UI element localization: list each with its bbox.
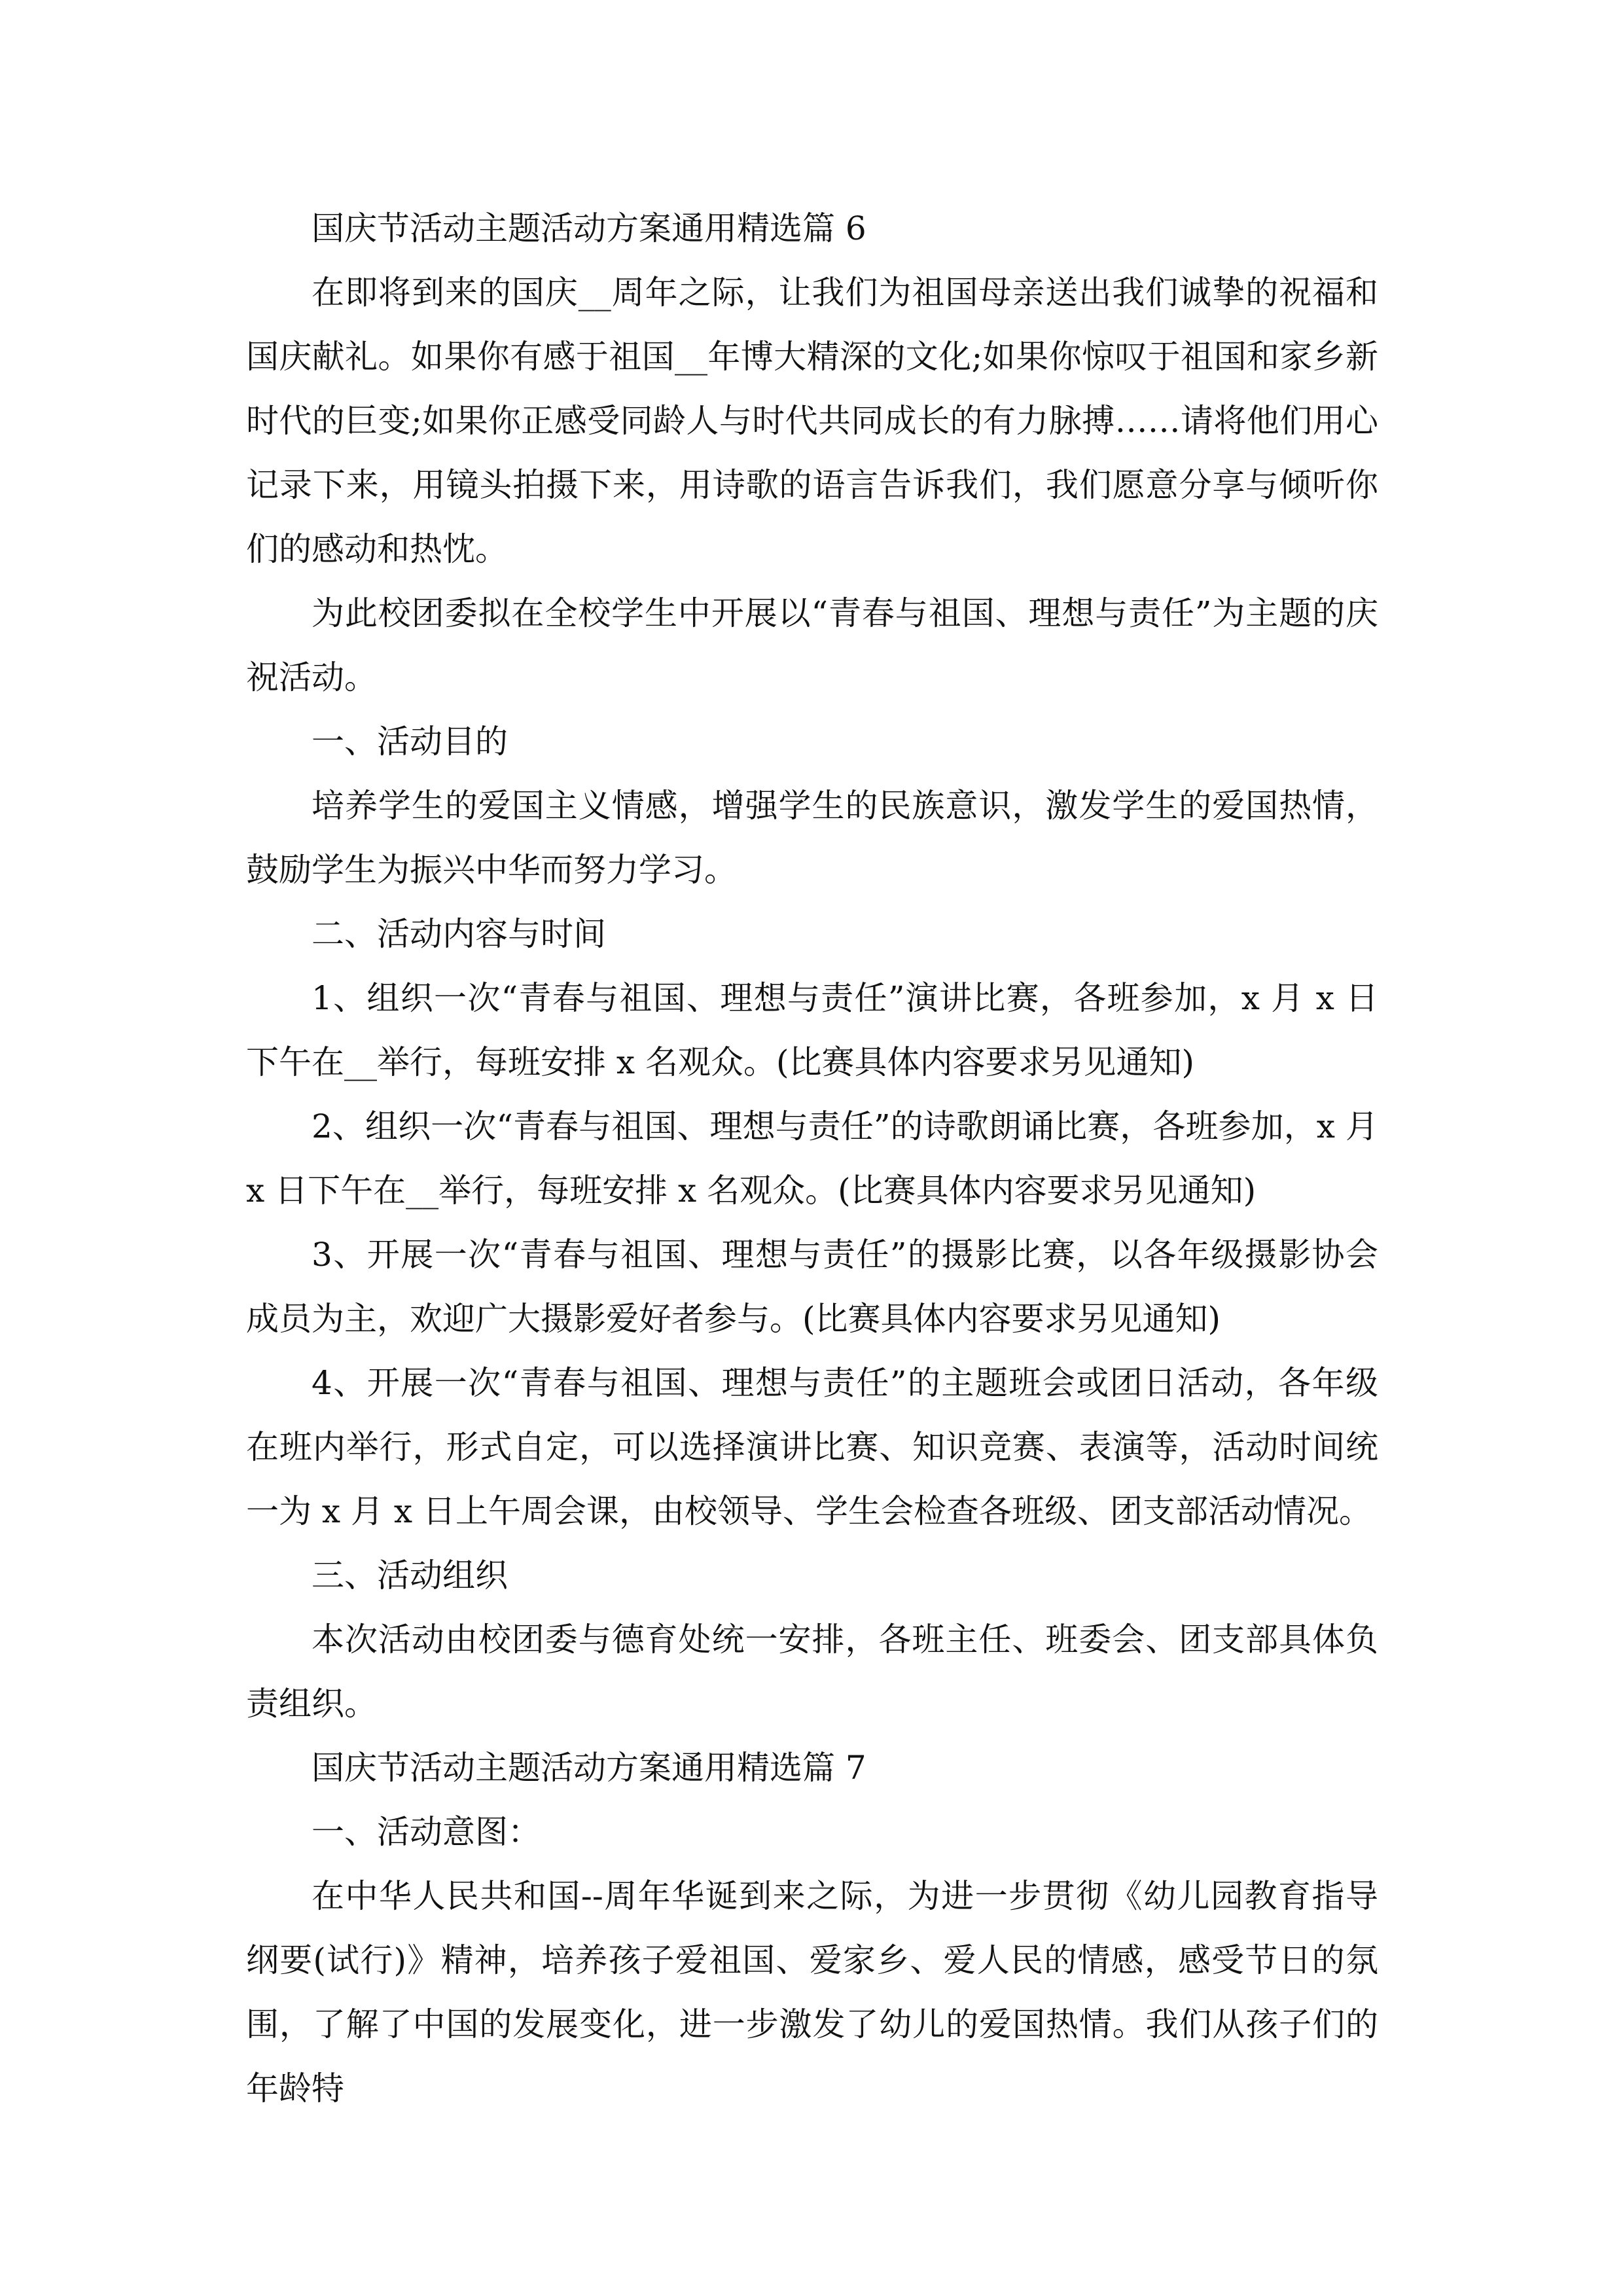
- intro-paragraph: 在即将到来的国庆__周年之际，让我们为祖国母亲送出我们诚挚的祝福和国庆献礼。如果你有感于祖国__年博大精深的文化;如果你惊叹于祖国和家乡新时代的巨变;如果你正感受同龄人与时代共同成长的有力脉搏……请将他们用心记录下来，用镜头拍摄下来，用诗歌的语言告诉我们，我们愿意分享与倾听你们的感动和热忱。: [246, 274, 1378, 568]
- organization-paragraph: 本次活动由校团委与德育处统一安排，各班主任、班委会、团支部具体负责组织。: [246, 1621, 1378, 1723]
- heading-content-time: 二、活动内容与时间: [312, 915, 606, 953]
- purpose-paragraph: 为此校团委拟在全校学生中开展以“青春与祖国、理想与责任”为主题的庆祝活动。: [246, 594, 1378, 696]
- section-title-7: 国庆节活动主题活动方案通用精选篇 7: [312, 1749, 866, 1787]
- list-item-1: 1、组织一次“青春与祖国、理想与责任”演讲比赛，各班参加，x 月 x 日下午在__举行，每班安排 x 名观众。(比赛具体内容要求另见通知): [246, 979, 1378, 1081]
- section-title-6: 国庆节活动主题活动方案通用精选篇 6: [312, 209, 866, 247]
- list-item-2: 2、组织一次“青春与祖国、理想与责任”的诗歌朗诵比赛，各班参加，x 月 x 日下午在__举行，每班安排 x 名观众。(比赛具体内容要求另见通知): [246, 1107, 1378, 1210]
- goal-paragraph: 培养学生的爱国主义情感，增强学生的民族意识，激发学生的爱国热情，鼓励学生为振兴中华而努力学习。: [246, 787, 1378, 889]
- heading-organization: 三、活动组织: [312, 1556, 508, 1594]
- document-body: [246, 196, 1378, 2121]
- intent-paragraph: 在中华人民共和国--周年华诞到来之际，为进一步贯彻《幼儿园教育指导纲要(试行)》精神，培养孩子爱祖国、爱家乡、爱人民的情感，感受节日的氛围，了解了中国的发展变化，进一步激发了幼儿的爱国热情。我们从孩子们的年龄特: [246, 1877, 1378, 2108]
- heading-activity-intent: 一、活动意图：: [312, 1813, 541, 1851]
- list-item-4: 4、开展一次“青春与祖国、理想与责任”的主题班会或团日活动，各年级在班内举行，形式自定，可以选择演讲比赛、知识竞赛、表演等，活动时间统一为 x 月 x 日上午周会课，由校领导、学生会检查各班级、团支部活动情况。: [246, 1364, 1378, 1530]
- list-item-3: 3、开展一次“青春与祖国、理想与责任”的摄影比赛，以各年级摄影协会成员为主，欢迎广大摄影爱好者参与。(比赛具体内容要求另见通知): [246, 1236, 1378, 1338]
- heading-activity-goal: 一、活动目的: [312, 723, 508, 761]
